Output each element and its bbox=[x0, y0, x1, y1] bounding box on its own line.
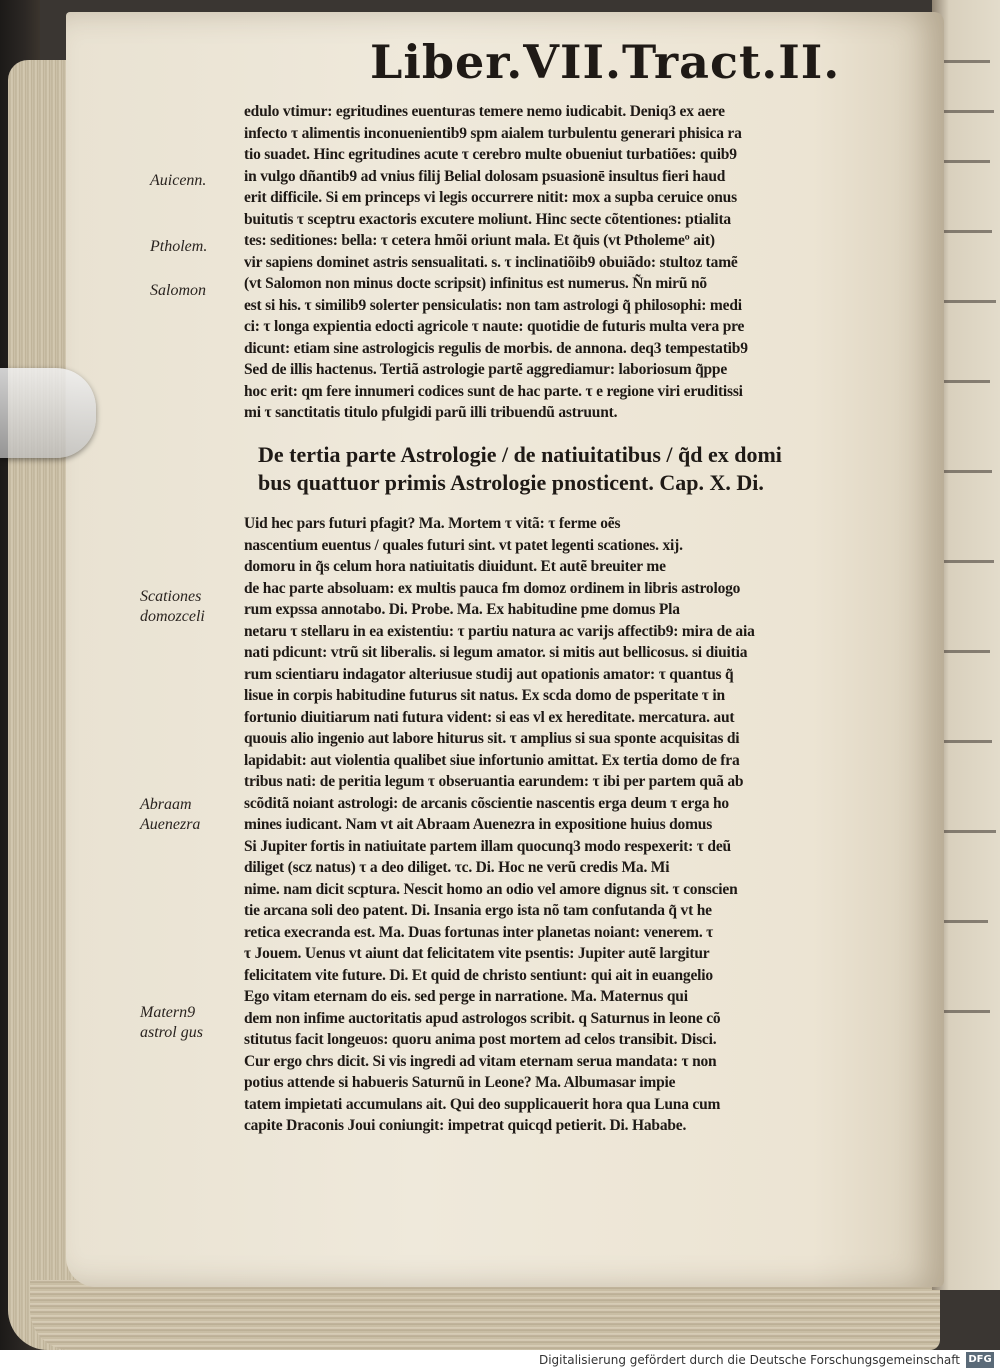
text-line: felicitatem vite future. Di. Et quid de christo sentiunt: qui ait in euangelio bbox=[244, 966, 713, 984]
text-line: mi τ sanctitatis titulo pfulgidi parũ illi tribuendũ astruunt. bbox=[244, 404, 618, 421]
book-page-edges-bottom bbox=[30, 1280, 940, 1350]
text-line: Sed de illis hactenus. Tertiã astrologie partẽ aggrediamur: laboriosum q̃ppe bbox=[244, 361, 728, 378]
text-line: diliget (scz natus) τ a deo diliget. τc. Di. Hoc ne verũ credis Ma. Mi bbox=[244, 859, 670, 876]
page-clip bbox=[0, 368, 96, 458]
text-line: infecto τ alimentis inconuenientib9 spm aialem turbulentu generari phisica ra bbox=[244, 124, 742, 142]
text-line: scõditã noiant astrologi: de arcanis cõscientie nascentis erga deum τ erga ho bbox=[244, 794, 729, 812]
text-line: dem non infime auctoritatis apud astrologos scribit. q Saturnus in leone cõ bbox=[244, 1009, 721, 1027]
text-line: stitutus facit longeuos: quoru anima post mortem ad celos transibit. Disci. bbox=[244, 1031, 717, 1048]
margin-note: astrol gus bbox=[140, 1024, 203, 1041]
text-line: (vt Salomon non minus docte scripsit) infinitus est numerus. Ñn mirũ nõ bbox=[244, 275, 707, 292]
text-line: erit difficile. Si em princeps vi legis occurrere nitit: mox a supba ceruice onus bbox=[244, 189, 737, 206]
text-line: tio suadet. Hinc egritudines acute τ cerebro multe obueniut turbatiões: quib9 bbox=[244, 146, 737, 163]
text-line: quouis alio ingenio aut labore hiturus sit. τ amplius si sua sponte acquisitas di bbox=[244, 730, 740, 747]
margin-note: Auenezra bbox=[140, 816, 201, 833]
text-line: edulo vtimur: egritudines euenturas temere nemo iudicabit. Deniq3 ex aere bbox=[244, 103, 725, 120]
dfg-logo: DFG bbox=[966, 1352, 994, 1368]
text-line: potius attende si habueris Saturnũ in Leone? Ma. Albumasar impie bbox=[244, 1074, 676, 1091]
text-line: tes: seditiones: bella: τ cetera hmõi oriunt mala. Et q̃uis (vt Ptholemeº ait) bbox=[244, 232, 715, 249]
text-line: τ Jouem. Uenus vt aiunt dat felicitatem vite psentis: Jupiter autẽ largitur bbox=[244, 945, 710, 962]
text-line: mines iudicant. Nam vt ait Abraam Auenezra in expositione huius domus bbox=[244, 816, 713, 833]
text-line: est si his. τ similib9 solerter pensiculatis: non tam astrologi q̃ philosophi: medi bbox=[244, 296, 742, 314]
text-line: ci: τ longa expientia edocti agricole τ naute: quotidie de futuris multa vera pre bbox=[244, 318, 745, 335]
text-line: tie arcana soli deo patent. Di. Insania ergo ista nõ tam confutanda q̃ vt he bbox=[244, 902, 712, 919]
margin-note: Matern9 bbox=[140, 1004, 196, 1021]
margin-note: Salomon bbox=[150, 282, 206, 299]
margin-note: domozceli bbox=[140, 608, 205, 625]
text-line: in vulgo dñantib9 ad vnius filij Belial dolosam psuasionē insultus fieri haud bbox=[244, 167, 726, 185]
footer-credit: Digitalisierung gefördert durch die Deutsche Forschungsgemeinschaft bbox=[538, 1353, 960, 1367]
text-line: retica execranda est. Ma. Duas fortunas inter planetas noiant: venerem. τ bbox=[244, 923, 714, 941]
margin-note: Auicenn. bbox=[150, 172, 207, 189]
text-line: nime. nam dicit scptura. Nescit homo an odio vel amore dignus sit. τ conscien bbox=[244, 880, 738, 898]
text-line: Cur ergo chrs dicit. Si vis ingredi ad vitam eternam serua mandata: τ non bbox=[244, 1052, 717, 1070]
margin-note: Abraam bbox=[140, 796, 192, 813]
text-line: vir sapiens dominet astris sensualitati. s. τ inclinatiõib9 obuiãdo: stultoz tamẽ bbox=[244, 253, 738, 271]
text-line: Ego vitam eternam do eis. sed perge in narratione. Ma. Maternus qui bbox=[244, 988, 688, 1005]
margin-note: Scationes bbox=[140, 588, 202, 605]
text-line: rum scientiaru indagator alteriusue studij aut opationis amator: τ quantus q̃ bbox=[244, 665, 734, 683]
text-line: netaru τ stellaru in ea existentiu: τ partiu natura ac varijs affectib9: mira de aia bbox=[244, 622, 755, 640]
text-line: nascentium euentus / quales futuri sint. vt patet legenti scationes. xij. bbox=[244, 536, 683, 554]
text-line: tribus nati: de peritia legum τ obseruantia earundem: τ ibi per partem quã ab bbox=[244, 773, 744, 790]
chapter-title-line: bus quattuor primis Astrologie pnosticent. Cap. X. Di. bbox=[258, 470, 764, 495]
page-heading: Liber.VII.Tract.II. bbox=[370, 35, 841, 89]
text-line: capite Draconis Joui coniungit: impetrat quicqd petierit. Di. Hababe. bbox=[244, 1117, 687, 1134]
text-line: lapidabit: aut violentia qualibet siue infortunio amittat. Ex tertia domo de fra bbox=[244, 751, 740, 769]
text-line: buitutis τ sceptru exactoris excutere moliunt. Hinc secte cõtentiones: ptialita bbox=[244, 210, 731, 228]
text-line: tatem impietati accumulans ait. Qui deo supplicauerit hora qua Luna cum bbox=[244, 1095, 721, 1113]
text-line: rum expssa annotabo. Di. Probe. Ma. Ex habitudine pme domus Pla bbox=[244, 601, 680, 618]
chapter-title-line: De tertia parte Astrologie / de natiuitatibus / q̃d ex domi bbox=[258, 442, 782, 467]
text-line: hoc erit: qm fere innumeri codices sunt de hac parte. τ e regione viri eruditissi bbox=[244, 382, 743, 400]
text-line: lisue in corpis habitudine futurus sit natus. Ex scda domo de psperitate τ in bbox=[244, 687, 725, 704]
text-line: domoru in q̃s celum hora natiuitatis diuidunt. Et autẽ breuiter me bbox=[244, 558, 666, 575]
text-line: Uid hec pars futuri pfagit? Ma. Mortem τ vitã: τ ferme oẽs bbox=[244, 515, 621, 532]
text-line: nati pdicunt: vtrũ sit liberalis. si legum amator. si mitis aut bellicosus. si diuitia bbox=[244, 644, 748, 661]
margin-note: Ptholem. bbox=[150, 238, 208, 255]
text-line: de hac parte absoluam: ex multis pauca fm domoz ordinem in libris astrologo bbox=[244, 579, 741, 597]
text-line: fortunio diuitiarum nati futura vident: si eas vl ex hereditate. mercatura. aut bbox=[244, 708, 735, 726]
text-line: dicunt: etiam sine astrologicis regulis de morbis. de annona. deq3 tempestatib9 bbox=[244, 339, 748, 357]
text-line: Si Jupiter fortis in natiuitate partem illam quocunq3 modo respexerit: τ deũ bbox=[244, 837, 731, 855]
